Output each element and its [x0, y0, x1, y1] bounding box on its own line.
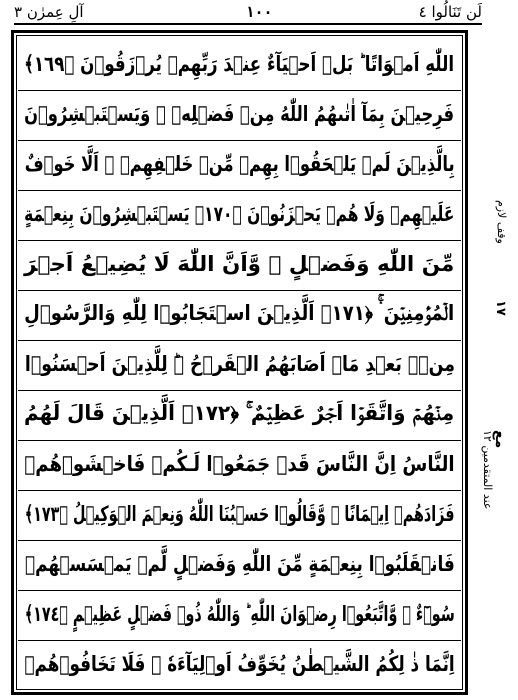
line-text: عَلَيۡهِمۡ وَلَا هُمۡ يَحۡزَنُوۡنَ ﴿١٧٠﴾ يَسۡتَبۡشِرُوۡنَ بِنِعۡمَةٍ: [24, 201, 455, 226]
text-line-11: [18, 537, 461, 591]
line-text: بِالَّذِيۡنَ لَمۡ يَلۡحَقُوۡا بِهِمۡ مِّنۡ خَلۡفِهِمۡ ۙ اَلَّا خَوۡفٌ: [24, 151, 455, 176]
line-text: فَزَادَهُمۡ اِيۡمَانًا ۖ وَّقَالُوۡا حَسۡبُنَا اللّٰهُ وَنِعۡمَ الۡوَكِيۡلُ ﴿١٧٣﴾: [24, 501, 455, 526]
line-text: مِنۡۢ بَعۡدِ مَاۤ اَصَابَهُمُ الۡقَرۡحُ ۛؕ لِلَّذِيۡنَ اَحۡسَنُوۡا: [24, 351, 455, 376]
text-body: [18, 37, 461, 688]
text-line-12: [18, 587, 461, 641]
header-rule: [14, 23, 482, 25]
text-line-10: [18, 487, 461, 541]
line-text: مِنۡهُمۡ وَاتَّقَوۡا اَجۡرٌ عَظِيۡمٌ ۚ ﴿١٧٢﴾ اَلَّذِيۡنَ قَالَ لَهُمُ: [24, 401, 455, 425]
line-text: اِنَّمَا ذٰ لِكُمُ الشَّيۡطٰنُ يُخَوِّفُ اَوۡلِيَآءَهٗ ۖ فَلَا تَخَافُوۡهُمۡ: [24, 652, 455, 676]
line-text: سُوۡٓءٌ ۙ وَّاتَّبَعُوۡا رِضۡوَانَ اللّٰهِ ؕ وَاللّٰهُ ذُوۡ فَضۡلٍ عَظِيۡمٍ ﴿١٧٤﴾: [24, 601, 455, 626]
margin-note-waqf: وقف لازم: [495, 200, 508, 244]
text-line-5: [18, 237, 461, 291]
text-line-6: [18, 287, 461, 341]
text-line-1: [18, 37, 461, 91]
text-line-13: [18, 637, 461, 691]
line-text: فَانۡقَلَبُوۡا بِنِعۡمَةٍ مِّنَ اللّٰهِ وَفَضۡلٍ لَّمۡ يَمۡسَسۡهُمۡ: [24, 551, 455, 576]
margin-note-mutaqaddimin: عند المتقدمين ١٢: [481, 430, 494, 510]
text-line-2: [18, 87, 461, 141]
juz-title: لَن تَنَالُوا ٤: [418, 3, 482, 21]
text-line-3: [18, 137, 461, 191]
line-text: فَرِحِيۡنَ بِمَآ اٰتٰٮهُمُ اللّٰهُ مِنۡ فَضۡلِهٖ ۙ وَيَسۡتَبۡشِرُوۡنَ: [24, 101, 455, 126]
text-line-7: [18, 337, 461, 391]
margin-note-ruku: ١٧: [493, 300, 508, 316]
line-text: النَّاسُ اِنَّ النَّاسَ قَدۡ جَمَعُوۡا لَـكُمۡ فَاخۡشَوۡهُمۡ: [24, 451, 455, 476]
surah-title: آلِ عِمرٰن ٣: [14, 3, 84, 21]
line-text: مِّنَ اللّٰهِ وَفَضۡلٍ ۙ وَّاَنَّ اللّٰهَ لَا يُضِيۡعُ اَجۡرَ: [24, 251, 455, 276]
margin-note-ma: مع: [492, 430, 508, 449]
line-text: الۡمُؤۡمِنِيۡنَ ۛۚ ﴿١٧١﴾ اَلَّذِيۡنَ اسۡتَجَابُوۡا لِلّٰهِ وَالرَّسُوۡلِ: [24, 301, 455, 325]
text-line-4: [18, 187, 461, 241]
text-line-8: [18, 387, 461, 441]
line-text: اللّٰهِ اَمۡوَاتًا ؕ بَلۡ اَحۡيَآءٌ عِنۡدَ رَبِّهِمۡ يُرۡزَقُوۡنَ ﴿١٦٩﴾: [24, 51, 455, 76]
text-line-9: [18, 437, 461, 491]
page-number: ١٠٠: [245, 3, 273, 21]
